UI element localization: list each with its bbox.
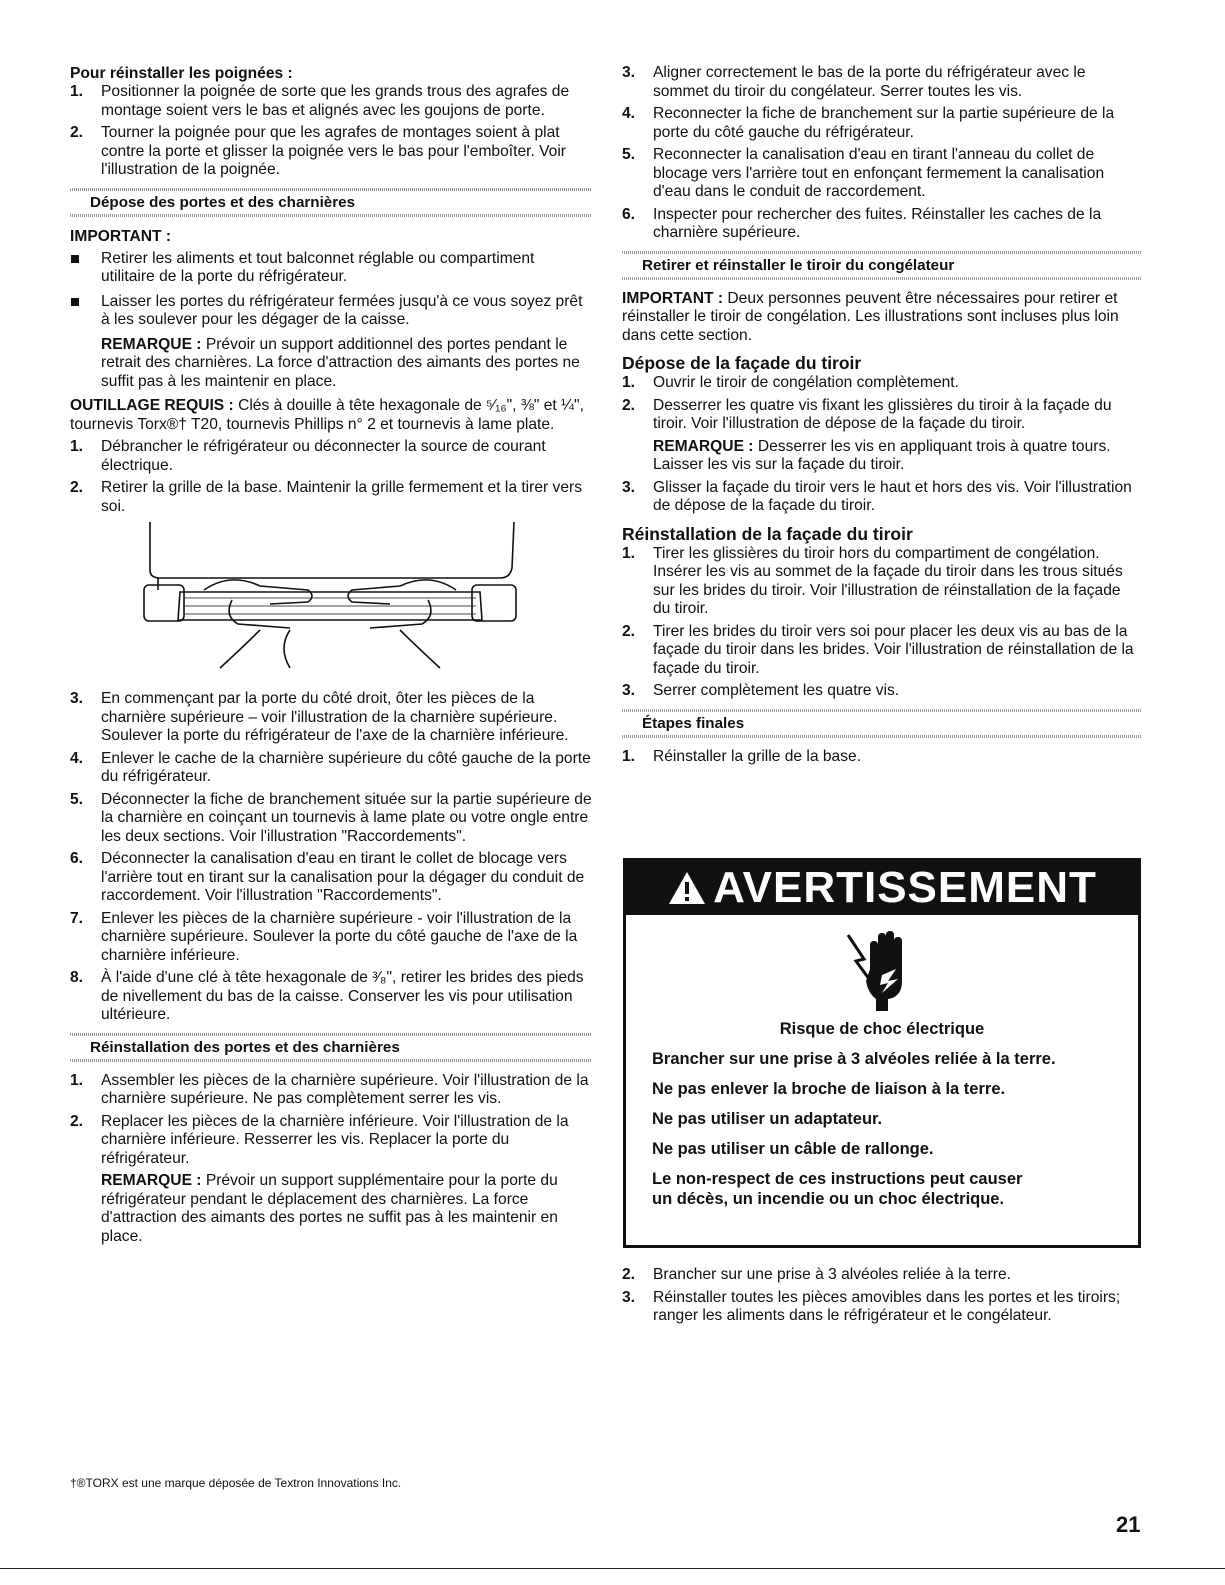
warning-title: AVERTISSEMENT: [713, 863, 1097, 912]
section-header-door-reinstall: Réinstallation des portes et des charnières: [70, 1033, 592, 1062]
warning-risk: Risque de choc électrique: [779, 1020, 985, 1038]
list-item: 4. Reconnecter la fiche de branchement sur la partie supérieure de la porte du côté gauche du réfrigérateur.: [622, 105, 1115, 141]
list-item: 7. Enlever les pièces de la charnière supérieure - voir l'illustration de la charnière supérieure. Soulever la porte du côté gauche de l'axe de la charnière inférieure.: [70, 909, 578, 964]
drawer-front-reinstall-steps: [622, 545, 1142, 701]
grille-removal-drawing: [140, 520, 520, 675]
list-item: 6. Déconnecter la canalisation d'eau en tirant le collet de blocage vers l'arrière tout en tirant sur la canalisation pour la dégager du conduit de raccordement. Voir l'illustration "Raccordements".: [70, 850, 585, 904]
right-column: [622, 64, 1142, 770]
footnote: †®TORX est une marque déposée de Textron Innovations Inc.: [70, 1476, 402, 1490]
base-grille-illustration: [140, 520, 592, 680]
handles-steps: [70, 83, 592, 180]
warning-line: Le non-respect de ces instructions peut causer: [652, 1170, 1023, 1188]
important-paragraph: IMPORTANT : Deux personnes peuvent être nécessaires pour retirer et réinstaller le tiroir de congélation. Les illustrations sont incluses plus loin dans cette section.: [622, 289, 1119, 344]
warning-box: [623, 858, 1141, 1248]
bottom-rule: [0, 1568, 1225, 1569]
list-item: Retirer les aliments et tout balconnet réglable ou compartiment utilitaire de la porte du réfrigérateur.: [70, 250, 592, 287]
drawer-front-reinstall-heading: Réinstallation de la façade du tiroir: [622, 523, 913, 544]
warning-line: Ne pas enlever la broche de liaison à la terre.: [652, 1080, 1006, 1098]
drawer-front-removal-steps: [622, 374, 1142, 434]
note: REMARQUE : Prévoir un support additionnel des portes pendant le retrait des charnières. La force d'attraction des aimants des portes ne suffit pas à les maintenir en place.: [101, 335, 580, 390]
list-item: 1. Positionner la poignée de sorte que les grands trous des agrafes de montage soient vers le bas et alignés avec les goujons de porte.: [70, 83, 570, 119]
drawer-front-removal-heading: Dépose de la façade du tiroir: [622, 353, 862, 373]
important-label: IMPORTANT :: [70, 227, 172, 245]
warning-header: [626, 861, 1138, 915]
list-item: 3. Aligner correctement le bas de la porte du réfrigérateur avec le sommet du tiroir du congélateur. Serrer toutes les vis.: [622, 64, 1086, 100]
section-header-final-steps: Étapes finales: [622, 709, 1142, 738]
final-steps: [622, 748, 1142, 767]
note: REMARQUE : Prévoir un support supplémentaire pour la porte du réfrigérateur pendant le déplacement des charnières. La force d'attraction des aimants des portes ne suffit pas à les maintenir en place.: [101, 1172, 558, 1245]
section-header-freezer-drawer: Retirer et réinstaller le tiroir du congélateur: [622, 251, 1142, 280]
door-reinstall-steps-cont: [622, 64, 1142, 243]
page-number: 21: [1116, 1512, 1141, 1537]
list-item: 4. Enlever le cache de la charnière supérieure du côté gauche de la porte du réfrigérateur.: [70, 749, 591, 785]
electric-shock-hand-icon: [842, 925, 922, 1015]
list-item: 3. Réinstaller toutes les pièces amovibles dans les portes et les tiroirs; ranger les aliments dans le réfrigérateur et le congélateur.: [622, 1288, 1121, 1324]
door-reinstall-steps: [70, 1072, 592, 1169]
warning-body: [626, 1019, 1138, 1209]
shock-icon-wrap: [626, 925, 1138, 1015]
list-item: 6. Inspecter pour rechercher des fuites. Réinstaller les caches de la charnière supérieure.: [622, 205, 1102, 241]
list-item: 2. Tirer les brides du tiroir vers soi pour placer les deux vis au bas de la façade du tiroir dans les brides. Voir l'illustration de réinstallation de la façade du tiroir.: [622, 622, 1134, 677]
list-item: 1. Ouvrir le tiroir de congélation complètement.: [622, 374, 959, 391]
warning-line: Ne pas utiliser un adaptateur.: [652, 1110, 883, 1128]
list-item: 2. Brancher sur une prise à 3 alvéoles reliée à la terre.: [622, 1266, 1011, 1283]
door-removal-steps-a: [70, 438, 592, 516]
final-steps-cont: [622, 1266, 1142, 1326]
list-item: Laisser les portes du réfrigérateur fermées jusqu'à ce vous soyez prêt à les soulever pour les dégager de la caisse.: [70, 293, 592, 330]
list-item: 1. Débrancher le réfrigérateur ou déconnecter la source de courant électrique.: [70, 438, 546, 474]
warning-triangle-icon: [667, 870, 707, 906]
drawer-front-removal-step-3: [622, 479, 1142, 516]
list-item: 8. À l'aide d'une clé à tête hexagonale de ³⁄₈", retirer les brides des pieds de nivellement du bas de la caisse. Conserver les vis pour utilisation ultérieure.: [70, 969, 584, 1023]
left-column: [70, 64, 592, 1250]
section-header-door-removal: Dépose des portes et des charnières: [70, 188, 592, 217]
list-item: 3. Serrer complètement les quatre vis.: [622, 682, 900, 699]
list-item: 3. Glisser la façade du tiroir vers le haut et hors des vis. Voir l'illustration de dépose de la façade du tiroir.: [622, 478, 1132, 514]
note: REMARQUE : Desserrer les vis en appliquant trois à quatre tours. Laisser les vis sur la façade du tiroir.: [653, 437, 1111, 473]
list-item: 2. Retirer la grille de la base. Maintenir la grille fermement et la tirer vers soi.: [70, 479, 582, 515]
list-item: 1. Tirer les glissières du tiroir hors du compartiment de congélation. Insérer les vis au sommet de la façade du tiroir dans les trous situés sur les brides du tiroir. Voir l'illustration de réinstallation de la façade du tiroir.: [622, 544, 1123, 617]
warning-line: Brancher sur une prise à 3 alvéoles reliée à la terre.: [652, 1050, 1056, 1068]
list-item: 1. Assembler les pièces de la charnière supérieure. Voir l'illustration de la charnière supérieure. Ne pas complètement serrer les vis.: [70, 1071, 589, 1107]
post-warning-steps: [622, 1266, 1142, 1330]
list-item: 2. Desserrer les quatre vis fixant les glissières du tiroir à la façade du tiroir. Voir l'illustration de dépose de la façade du tiroir.: [622, 396, 1112, 432]
list-item: 5. Déconnecter la fiche de branchement située sur la partie supérieure de la charnière en coinçant un tournevis à lame plate ou votre ongle entre les deux sections. Voir l'illustration "Raccordements".: [70, 790, 592, 845]
tools-required: OUTILLAGE REQUIS : Clés à douille à tête hexagonale de ⁵⁄₁₆", ⅜" et ¼", tournevis Torx®† T20, tournevis Phillips n° 2 et tournevis à lame plate.: [70, 397, 584, 433]
list-item: 3. En commençant par la porte du côté droit, ôter les pièces de la charnière supérieure – voir l'illustration de la charnière supérieure. Soulever la porte du réfrigérateur de l'axe de la charnière inférieure.: [70, 690, 569, 744]
warning-line: Ne pas utiliser un câble de rallonge.: [652, 1140, 934, 1158]
list-item: 5. Reconnecter la canalisation d'eau en tirant l'anneau du collet de blocage vers l'arrière tout en enfonçant fermement la canalisation d'eau dans le conduit de raccordement.: [622, 146, 1105, 200]
list-item: 1. Réinstaller la grille de la base.: [622, 747, 862, 765]
important-list: [70, 250, 592, 330]
warning-line: un décès, un incendie ou un choc électrique.: [652, 1190, 1005, 1208]
list-item: 2. Replacer les pièces de la charnière inférieure. Voir l'illustration de la charnière inférieure. Resserrer les vis. Replacer la porte du réfrigérateur.: [70, 1112, 569, 1167]
door-removal-steps-b: [70, 690, 592, 1025]
handles-heading: Pour réinstaller les poignées :: [70, 65, 293, 82]
list-item: 2. Tourner la poignée pour que les agrafes de montages soient à plat contre la porte et glisser la poignée vers le bas pour l'emboîter. Voir l'illustration de la poignée.: [70, 124, 566, 178]
